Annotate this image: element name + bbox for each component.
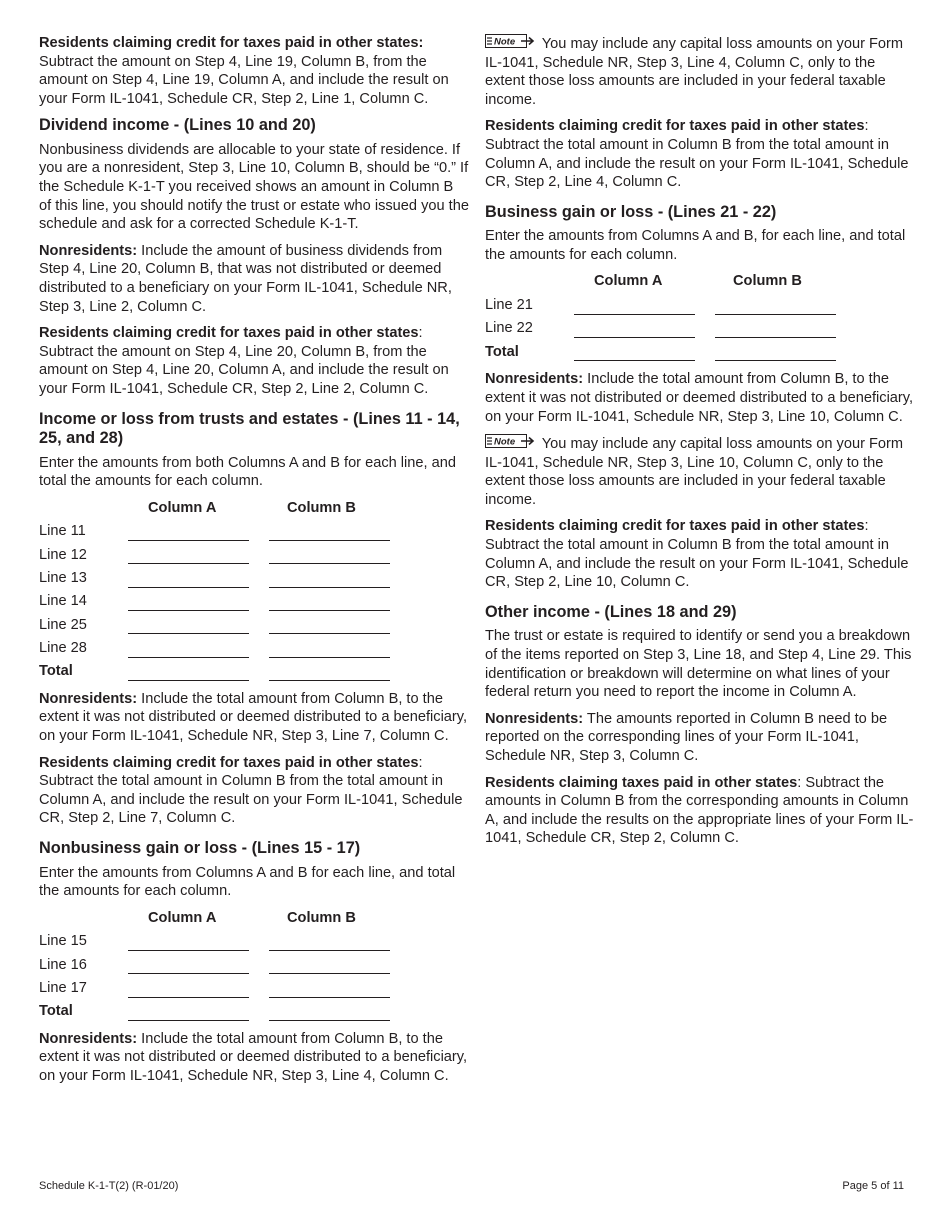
- paragraph-text: The amounts reported in Column B need to be reported on the corresponding lines of your Form IL-1041, Schedule NR, Step 3, Column C.: [485, 710, 888, 764]
- paragraph-text: Subtract the amount on Step 4, Line 19, Column B, from the amount on Step 4, Line 19, Column A, and include the result on your Form IL-1041, Schedule CR, Step 2, Line 1, Column C.: [39, 53, 449, 107]
- column-b-entry-line[interactable]: [269, 996, 390, 998]
- row-label: Line 22: [485, 320, 533, 337]
- row-label: Line 16: [39, 956, 87, 973]
- paragraph-lead: Nonresidents:: [39, 690, 138, 707]
- paragraph-text: : Subtract the amounts in Column B from the corresponding amounts in Column A, and include the results on the appropriate lines of your Form IL-1041, Schedule CR, Step 2, Column C.: [485, 774, 914, 847]
- column-b-total-line[interactable]: [269, 1019, 390, 1021]
- paragraph-text: Include the total amount from Column B, to the extent it was not distributed or deemed distributed to a beneficiary, on your Form IL-1041, Schedule NR, Step 3, Line 4, Column C.: [39, 1030, 468, 1085]
- residents-credit-paragraph-line-4: [485, 117, 917, 191]
- nonbusiness-gain-loss-heading: Nonbusiness gain or loss - (Lines 15 - 17): [39, 839, 361, 858]
- table-header: [39, 909, 469, 931]
- row-label: Line 14: [39, 593, 87, 610]
- column-a-entry-line[interactable]: [128, 972, 249, 974]
- note-icon-label: Note: [494, 36, 516, 48]
- row-label: Line 15: [39, 933, 87, 950]
- business-residents-paragraph: [485, 517, 917, 591]
- nonbusiness-worksheet-table: [39, 909, 469, 1024]
- column-b-entry-line[interactable]: [269, 949, 390, 951]
- dividend-residents-paragraph: [39, 324, 469, 398]
- note-icon-label: Note: [494, 436, 516, 448]
- table-row: [39, 521, 469, 544]
- column-b-total-line[interactable]: [269, 679, 390, 681]
- page-number: Page 5 of 11: [842, 1180, 904, 1192]
- business-nonresidents-paragraph: [485, 370, 917, 426]
- business-gain-loss-heading: Business gain or loss - (Lines 21 - 22): [485, 202, 777, 221]
- table-header: [39, 499, 469, 521]
- row-label: Line 28: [39, 639, 87, 656]
- paragraph-text: Include the total amount from Column B, to the extent it was not distributed or deemed distributed to a beneficiary, on your Form IL-1041, Schedule NR, Step 3, Line 10, Column C.: [485, 371, 914, 425]
- paragraph-text: : Subtract the amount on Step 4, Line 20, Column B, from the amount on Step 4, Line 20, Column A, and include the result on your Form IL-1041, Schedule CR, Step 2, Line 2, Column C.: [39, 325, 449, 397]
- column-a-entry-line[interactable]: [128, 586, 249, 588]
- residents-credit-paragraph-line-19: [39, 34, 469, 108]
- table-row: [39, 954, 469, 977]
- form-id-footer: Schedule K-1-T(2) (R-01/20): [39, 1180, 179, 1192]
- dividend-intro-paragraph: Nonbusiness dividends are allocable to your state of residence. If you are a nonresident, Step 3, Line 10, Column B, should be “0.” If the Schedule K-1-T you received shows an amount in Column B of this line, you should notify the trust or estate who issued you the schedule and ask for a corrected Schedule K-1-T.: [39, 141, 469, 233]
- row-label: Line 21: [485, 297, 533, 314]
- column-b-entry-line[interactable]: [715, 313, 836, 315]
- column-a-entry-line[interactable]: [128, 632, 249, 634]
- table-row: [485, 294, 917, 317]
- trusts-residents-paragraph: [39, 754, 469, 828]
- dividend-income-heading: Dividend income - (Lines 10 and 20): [39, 116, 316, 135]
- column-a-entry-line[interactable]: [128, 996, 249, 998]
- paragraph-lead: Residents claiming credit for taxes paid in other states: [39, 325, 419, 342]
- business-intro-paragraph: Enter the amounts from Columns A and B, for each line, and total the amounts for each column.: [485, 228, 906, 263]
- column-a-entry-line[interactable]: [128, 609, 249, 611]
- paragraph-text: Include the total amount from Column B, to the extent it was not distributed or deemed distributed to a beneficiary, on your Form IL-1041, Schedule NR, Step 3, Line 7, Column C.: [39, 690, 468, 745]
- trusts-intro-paragraph: Enter the amounts from both Columns A and B for each line, and total the amounts for each column.: [39, 454, 456, 490]
- paragraph-lead: Residents claiming credit for taxes paid in other states: [39, 754, 419, 771]
- column-a-entry-line[interactable]: [128, 539, 249, 541]
- paragraph-lead: Nonresidents:: [39, 1030, 138, 1047]
- row-label: Line 13: [39, 570, 87, 587]
- other-income-intro-paragraph: The trust or estate is required to identify or send you a breakdown of the items reported on Step 3, Line 18, and Step 4, Line 29. This identification or breakdown will determine on what lines of your federal return you need to report the income in Column A.: [485, 628, 912, 701]
- row-label: Line 11: [39, 523, 86, 540]
- business-worksheet-table: [485, 272, 917, 364]
- table-row: [39, 544, 469, 567]
- paragraph-text: Include the amount of business dividends from Step 4, Line 20, Column B, that was not distributed or deemed distributed to a beneficiary on your Form IL-1041, Schedule NR, Step 3, Line 2, Column C.: [39, 242, 452, 315]
- paragraph-text: You may include any capital loss amounts on your Form IL-1041, Schedule NR, Step 3, Line 4, Column C, only to the extent those loss amounts are included in your federal taxable income.: [485, 36, 904, 108]
- total-label: Total: [39, 1003, 73, 1020]
- column-b-entry-line[interactable]: [269, 972, 390, 974]
- note-icon: [485, 34, 535, 54]
- trusts-nonresidents-paragraph: [39, 690, 469, 746]
- note-icon: [485, 434, 535, 454]
- column-b-total-line[interactable]: [715, 359, 836, 361]
- paragraph-lead: Residents claiming credit for taxes paid in other states: [485, 518, 865, 535]
- column-b-header: Column B: [733, 273, 802, 290]
- column-a-header: Column A: [148, 909, 217, 926]
- column-a-entry-line[interactable]: [574, 313, 695, 315]
- paragraph-lead: Nonresidents:: [485, 371, 584, 388]
- total-label: Total: [485, 343, 519, 360]
- other-income-nonresidents-paragraph: [485, 710, 917, 766]
- trusts-estates-heading: Income or loss from trusts and estates - (Lines 11 - 14, 25, and 28): [39, 409, 460, 448]
- paragraph-lead: Nonresidents:: [39, 242, 138, 259]
- column-a-entry-line[interactable]: [128, 562, 249, 564]
- column-b-entry-line[interactable]: [269, 632, 390, 634]
- other-income-residents-paragraph: [485, 774, 917, 848]
- column-b-entry-line[interactable]: [269, 562, 390, 564]
- row-label: Line 25: [39, 616, 87, 633]
- table-row: [39, 931, 469, 954]
- right-column: [485, 34, 917, 856]
- column-b-entry-line[interactable]: [269, 609, 390, 611]
- row-label: Line 17: [39, 980, 87, 996]
- table-total-row: [39, 661, 469, 684]
- table-row: [39, 977, 469, 1000]
- column-b-header: Column B: [287, 499, 356, 516]
- table-total-row: [39, 1001, 469, 1024]
- column-a-entry-line[interactable]: [128, 949, 249, 951]
- table-row: [485, 318, 917, 341]
- row-label: Line 12: [39, 546, 87, 563]
- column-b-entry-line[interactable]: [715, 336, 836, 338]
- column-a-total-line[interactable]: [128, 1019, 249, 1021]
- note-paragraph-line-10: [485, 434, 917, 509]
- other-income-heading: Other income - (Lines 18 and 29): [485, 602, 737, 621]
- table-row: [39, 637, 469, 660]
- paragraph-lead: Residents claiming taxes paid in other states: [485, 774, 798, 791]
- table-row: [39, 567, 469, 590]
- column-b-entry-line[interactable]: [269, 586, 390, 588]
- column-a-header: Column A: [148, 499, 217, 516]
- nonbusiness-nonresidents-paragraph: [39, 1030, 469, 1086]
- column-a-total-line[interactable]: [128, 679, 249, 681]
- dividend-nonresidents-paragraph: [39, 242, 469, 316]
- table-row: [39, 591, 469, 614]
- paragraph-lead: Nonresidents:: [485, 710, 584, 727]
- paragraph-lead: Residents claiming credit for taxes paid in other states:: [39, 35, 424, 51]
- column-a-entry-line[interactable]: [128, 656, 249, 658]
- column-b-header: Column B: [287, 909, 356, 926]
- column-b-entry-line[interactable]: [269, 656, 390, 658]
- column-a-entry-line[interactable]: [574, 336, 695, 338]
- column-a-total-line[interactable]: [574, 359, 695, 361]
- table-header: [485, 272, 917, 294]
- left-column: [39, 34, 469, 1094]
- column-a-header: Column A: [594, 273, 663, 290]
- trusts-worksheet-table: [39, 499, 469, 684]
- table-total-row: [485, 341, 917, 364]
- note-paragraph-line-4: [485, 34, 917, 109]
- paragraph-lead: Residents claiming credit for taxes paid in other states: [485, 118, 865, 135]
- column-b-entry-line[interactable]: [269, 539, 390, 541]
- paragraph-text: : Subtract the total amount in Column B from the total amount in Column A, and include the result on your Form IL-1041, Schedule CR, Step 2, Line 7, Column C.: [39, 754, 463, 827]
- paragraph-text: You may include any capital loss amounts on your Form IL-1041, Schedule NR, Step 3, Line 10, Column C, only to the extent those loss amounts are included in your federal taxable income.: [485, 436, 904, 508]
- nonbusiness-intro-paragraph: Enter the amounts from Columns A and B for each line, and total the amounts for each column.: [39, 864, 456, 900]
- table-row: [39, 614, 469, 637]
- total-label: Total: [39, 663, 73, 680]
- paragraph-text: : Subtract the total amount in Column B from the total amount in Column A, and include the result on your Form IL-1041, Schedule CR, Step 2, Line 4, Column C.: [485, 118, 909, 191]
- paragraph-text: : Subtract the total amount in Column B from the total amount in Column A, and include the result on your Form IL-1041, Schedule CR, Step 2, Line 10, Column C.: [485, 518, 909, 591]
